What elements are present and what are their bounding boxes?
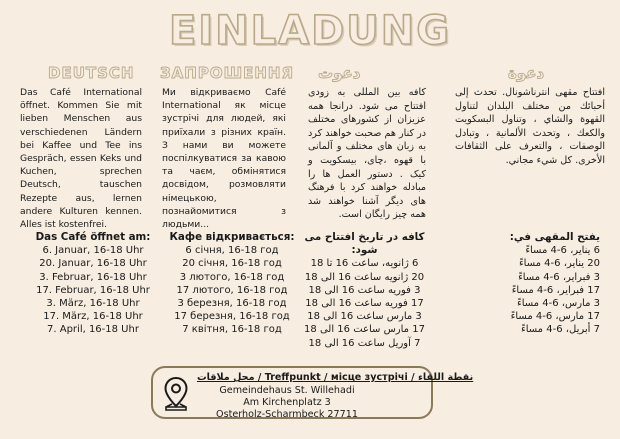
heading-ukrainian: ЗАПРОШЕННЯ bbox=[160, 64, 294, 82]
schedule-row: 7 квітня, 16-18 год bbox=[182, 324, 282, 336]
schedule-persian bbox=[292, 231, 437, 350]
schedule-row: 7 أبريل، 6-4 مساءً bbox=[521, 324, 600, 336]
schedule-row: 7. April, 16-18 Uhr bbox=[47, 324, 139, 336]
venue-city: Osterholz-Scharmbeck 27711 bbox=[216, 409, 358, 420]
schedule-row: 17 مارس، 6-4 مساءً bbox=[510, 311, 600, 323]
schedule-row: 6 يناير، 6-4 مساءً bbox=[525, 245, 600, 257]
schedule-row: 17. Februar, 16-18 Uhr bbox=[36, 284, 150, 296]
schedule-row: 3. März, 16-18 Uhr bbox=[46, 298, 140, 310]
map-pin-icon bbox=[163, 376, 189, 412]
venue-name: Gemeindehaus St. Willehadi bbox=[219, 385, 355, 396]
venue-heading: محل ملاقات / Treffpunkt / місце зустрічі / نقطة اللقاء bbox=[197, 372, 474, 383]
paragraph-persian: کافه بین المللی به زودی افتتاح می شود. درانجا همه عزیزان از کشورهای مختلف در کنار هم صحبت خواهند کرد به زبان های مختلف و آلمانی با قهوه ،چای، بیسکویت و کیک . دستور العمل ها را مبادله خواهند کرد با فرهنگ های دیگر آشنا خواهند شد همه چیز رایگان است. bbox=[308, 87, 426, 221]
schedule-row: 6 січня, 16-18 год bbox=[185, 245, 279, 257]
venue-street: Am Kirchenplatz 3 bbox=[243, 397, 331, 408]
schedule-row: 20. Januar, 16-18 Uhr bbox=[39, 258, 147, 270]
schedule-heading: يفتح المقهى في: bbox=[509, 231, 600, 243]
schedule-heading: Кафе відкривається: bbox=[169, 231, 295, 243]
schedule-row: 17 فبراير، 6-4 مساءً bbox=[511, 284, 600, 296]
schedule-row: 20 січня, 16-18 год bbox=[182, 258, 282, 270]
schedule-row: 17 فوریه ساعت 16 الی 18 bbox=[305, 298, 424, 310]
schedule-row: 17 березня, 16-18 год bbox=[174, 311, 290, 323]
venue-box bbox=[151, 366, 474, 420]
schedule-heading: Das Café öffnet am: bbox=[35, 231, 151, 243]
schedule-row: 3 مارس ساعت 16 الی 18 bbox=[307, 311, 422, 323]
schedule-row: 7 آوریل ساعت 16 الی 18 bbox=[308, 337, 421, 349]
schedule-deutsch bbox=[28, 231, 158, 337]
schedule-row: 3 فبراير، 6-4 مساءً bbox=[518, 271, 600, 283]
schedule-row: 3 فوریه ساعت 16 الی 18 bbox=[308, 284, 421, 296]
heading-persian: دعوت bbox=[318, 64, 361, 82]
paragraph-ukrainian: Ми відкриваємо Café International як місце зустрічі для людей, які приїхали з різних країн. З нами ви можете поспілкуватися за кавою та чаєм, обмінятися досвідом, розмовляти німецькою, познайомитися з людьми... bbox=[162, 87, 286, 231]
heading-arabic: دعوة bbox=[508, 64, 545, 82]
schedule-row: 3. Februar, 16-18 Uhr bbox=[39, 271, 147, 283]
page-title: EINLADUNG bbox=[168, 8, 452, 54]
schedule-heading: کافه در تاریخ افتتاح می شود: bbox=[304, 231, 425, 257]
schedule-row: 17 مارس ساعت 16 الی 18 bbox=[304, 324, 425, 336]
schedule-row: 6. Januar, 16-18 Uhr bbox=[42, 245, 144, 257]
paragraph-arabic: افتتاح مقهى انترناشونال. تحدث إلى أحبائك من مختلف البلدان لتناول القهوة والشاي ، وتناول البسكويت والكعك ، وتحدث الألمانية ، وتبادل الوصفات ، والتعرف على الثقافات الأخرى. كل شيء مجاني. bbox=[455, 87, 605, 166]
schedule-row: 20 ژانویه ساعت 16 الی 18 bbox=[304, 271, 425, 283]
schedule-row: 3 лютого, 16-18 год bbox=[179, 271, 285, 283]
schedule-row: 3 مارس، 6-4 مساءً bbox=[517, 298, 600, 310]
paragraph-deutsch: Das Café International öffnet. Kommen Sie mit lieben Menschen aus verschiedenen Ländern bei Kaffee und Tee ins Gespräch, essen Keks und Kuchen, sprechen Deutsch, tauschen Rezepte aus, lernen andere Kulturen kennen. Alles ist kostenfrei. bbox=[20, 87, 142, 231]
schedule-row: 20 يناير، 6-4 مساءً bbox=[518, 258, 600, 270]
schedule-arabic bbox=[488, 231, 600, 337]
schedule-row: 17. März, 16-18 Uhr bbox=[43, 311, 143, 323]
heading-deutsch: DEUTSCH bbox=[48, 64, 135, 82]
schedule-row: 6 ژانویه، ساعت 16 تا 18 bbox=[310, 258, 419, 270]
schedule-row: 3 березня, 16-18 год bbox=[177, 298, 287, 310]
schedule-row: 17 лютого, 16-18 год bbox=[176, 284, 288, 296]
schedule-ukrainian bbox=[168, 231, 296, 337]
